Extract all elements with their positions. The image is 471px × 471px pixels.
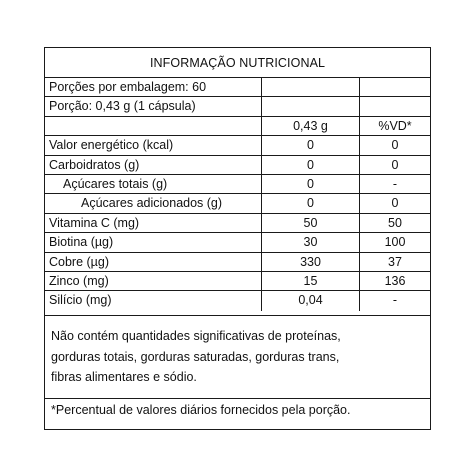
nutrient-name: Carboidratos (g) bbox=[49, 157, 140, 172]
servings-per-package-row bbox=[45, 78, 430, 97]
nutrient-name: Zinco (mg) bbox=[49, 274, 109, 288]
nutrient-name: Biotina (µg) bbox=[49, 235, 114, 250]
footnote-line: gorduras totais, gorduras saturadas, gorduras trans, bbox=[51, 349, 340, 364]
empty-cell bbox=[49, 117, 261, 135]
empty-cell bbox=[359, 78, 430, 96]
vd-header: %VD* bbox=[359, 117, 430, 135]
footnote-line: Não contém quantidades significativas de proteínas, bbox=[51, 329, 341, 343]
nutrient-row bbox=[45, 291, 430, 310]
nutrient-name: Silício (mg) bbox=[49, 293, 112, 308]
nutrition-facts-table bbox=[44, 47, 431, 430]
nutrient-vd: 136 bbox=[359, 272, 430, 290]
daily-value-note: *Percentual de valores diários fornecidos pela porção. bbox=[51, 403, 351, 417]
empty-cell bbox=[359, 97, 430, 115]
nutrient-row bbox=[45, 156, 430, 175]
nutrient-name: Vitamina C (mg) bbox=[49, 215, 140, 230]
not-significant-footnote bbox=[45, 315, 430, 399]
nutrient-name: Valor energético (kcal) bbox=[49, 138, 174, 153]
nutrient-row bbox=[45, 175, 430, 194]
nutrient-amount: 330 bbox=[261, 253, 359, 271]
table-title: INFORMAÇÃO NUTRICIONAL bbox=[45, 48, 430, 78]
nutrient-amount: 0 bbox=[261, 156, 359, 174]
nutrient-row bbox=[45, 214, 430, 233]
nutrient-amount: 0 bbox=[261, 136, 359, 154]
nutrient-row bbox=[45, 136, 430, 155]
servings-per-package-text: Porções por embalagem: 60 bbox=[49, 80, 207, 94]
nutrient-amount: 50 bbox=[261, 214, 359, 232]
nutrient-amount: 0,04 bbox=[261, 291, 359, 310]
nutrient-row bbox=[45, 272, 430, 291]
nutrient-amount: 30 bbox=[261, 233, 359, 251]
nutrient-vd: 37 bbox=[359, 253, 430, 271]
nutrient-row bbox=[45, 233, 430, 252]
serving-size-text: Porção: 0,43 g (1 cápsula) bbox=[49, 99, 196, 114]
column-header-row bbox=[45, 117, 430, 136]
nutrient-vd: - bbox=[359, 291, 430, 310]
nutrient-vd: 0 bbox=[359, 136, 430, 154]
nutrient-name: Açúcares totais (g) bbox=[63, 177, 168, 191]
nutrient-vd: 0 bbox=[359, 194, 430, 212]
serving-size-row bbox=[45, 97, 430, 116]
empty-cell bbox=[261, 97, 359, 115]
nutrient-vd: 0 bbox=[359, 156, 430, 174]
nutrient-amount: 15 bbox=[261, 272, 359, 290]
nutrient-row bbox=[45, 253, 430, 272]
nutrient-amount: 0 bbox=[261, 175, 359, 193]
amount-header: 0,43 g bbox=[261, 117, 359, 135]
nutrient-vd: 50 bbox=[359, 214, 430, 232]
empty-cell bbox=[261, 78, 359, 96]
nutrient-vd: 100 bbox=[359, 233, 430, 251]
nutrient-amount: 0 bbox=[261, 194, 359, 212]
nutrient-name: Cobre (µg) bbox=[49, 254, 109, 269]
nutrient-vd: - bbox=[359, 175, 430, 193]
nutrient-name: Açúcares adicionados (g) bbox=[81, 196, 223, 211]
footnote-line: fibras alimentares e sódio. bbox=[51, 370, 197, 384]
nutrient-row bbox=[45, 194, 430, 213]
